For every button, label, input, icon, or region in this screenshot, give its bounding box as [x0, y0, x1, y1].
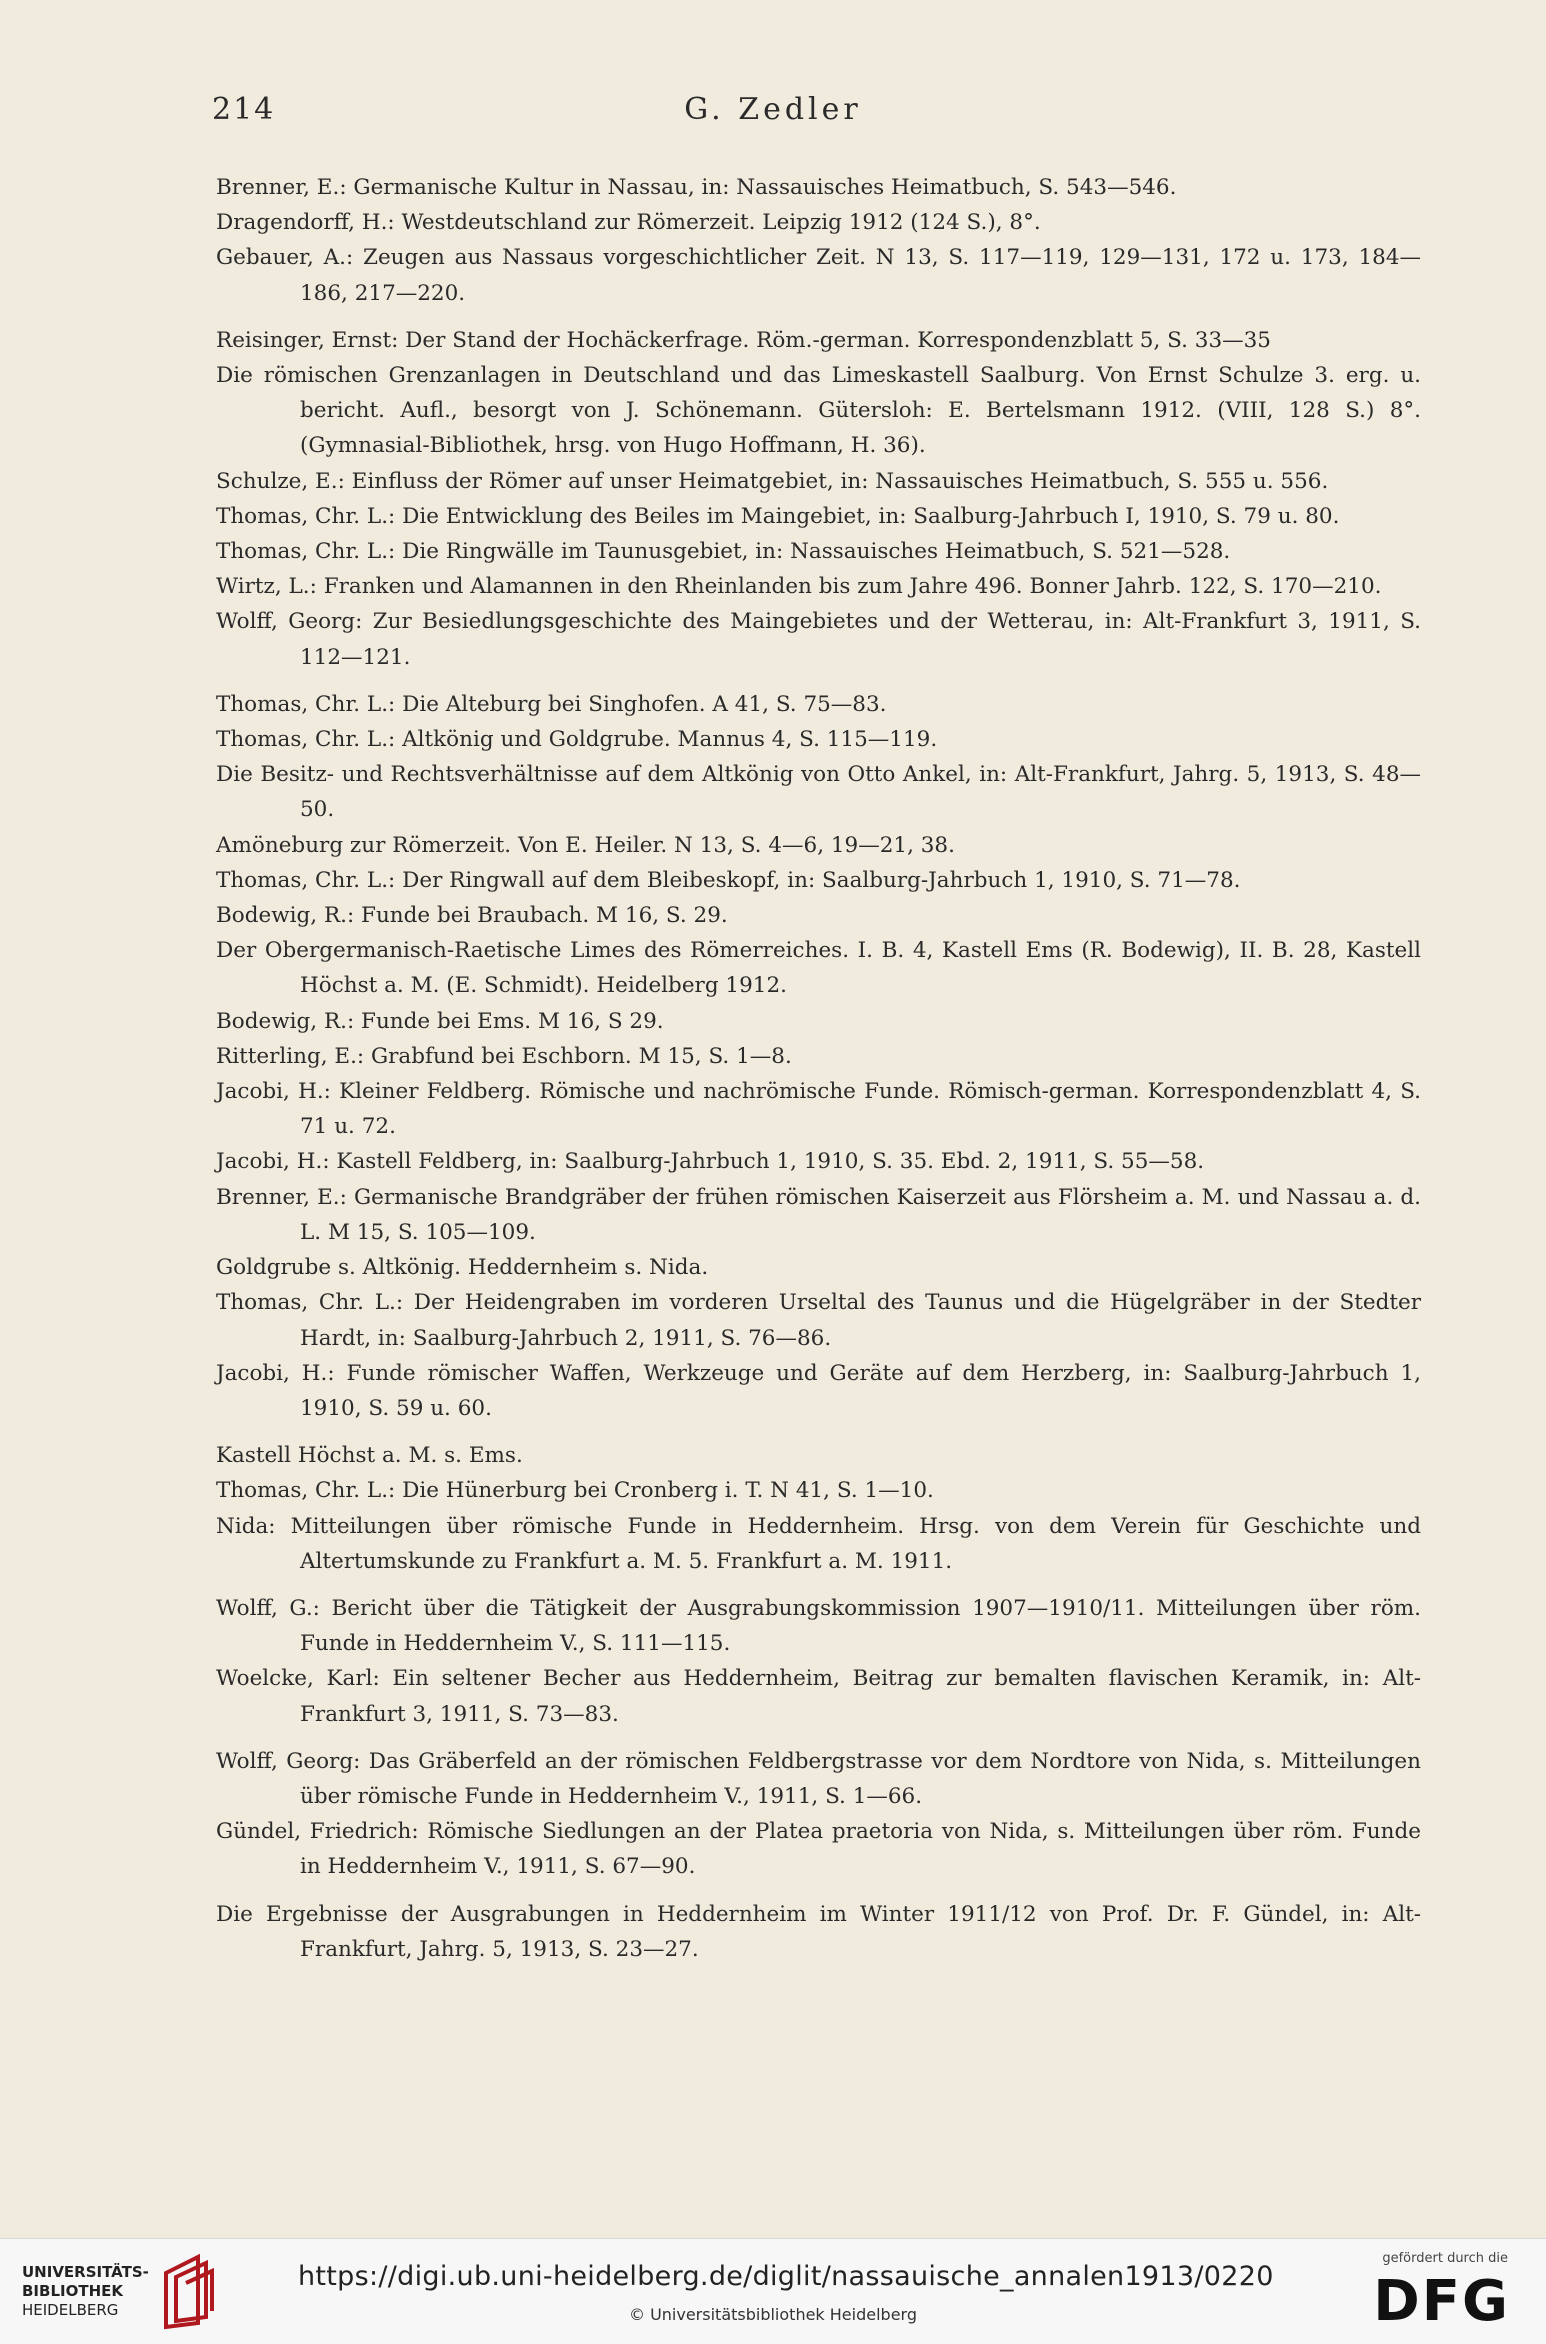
bibliography-entry: Kastell Höchst a. M. s. Ems.	[216, 1443, 523, 1469]
copyright-notice: © Universitätsbibliothek Heidelberg	[628, 2305, 917, 2324]
bibliography-entry: Jacobi, H.: Kastell Feldberg, in: Saalburg-Jahrbuch 1, 1910, S. 35. Ebd. 2, 1911, S. 55—58.	[216, 1149, 1205, 1175]
bibliography-entry: Die römischen Grenzanlagen in Deutschland und das Limeskastell Saalburg. Von Ernst Schulze 3. erg. u. bericht. Aufl., besorgt von J. Schönemann. Gütersloh: E. Bertelsmann 1912. (VIII, 128 S.) 8°. (Gymnasial-Bibliothek, hrsg. von Hugo Hoffmann, H. 36).	[216, 363, 1421, 459]
dfg-funding-label: gefördert durch die	[1382, 2251, 1508, 2266]
dfg-logo: DFG	[1373, 2269, 1510, 2334]
bibliography-entry: Thomas, Chr. L.: Der Ringwall auf dem Bleibeskopf, in: Saalburg-Jahrbuch 1, 1910, S. 71—78.	[216, 867, 1241, 893]
bibliography-entry: Nida: Mitteilungen über römische Funde in Heddernheim. Hrsg. von dem Verein für Geschichte und Altertumskunde zu Frankfurt a. M. 5. Frankfurt a. M. 1911.	[216, 1513, 1421, 1574]
bibliography-entry: Jacobi, H.: Kleiner Feldberg. Römische und nachrömische Funde. Römisch-german. Korrespondenzblatt 4, S. 71 u. 72.	[216, 1079, 1421, 1140]
bibliography-entry: Reisinger, Ernst: Der Stand der Hochäckerfrage. Röm.-german. Korrespondenzblatt 5, S. 33—35	[216, 327, 1271, 353]
page-number: 214	[212, 92, 276, 127]
library-line-2: BIBLIOTHEK	[22, 2282, 123, 2300]
library-line-3: HEIDELBERG	[22, 2301, 119, 2319]
page-header	[0, 92, 1546, 132]
library-line-1: UNIVERSITÄTS-	[22, 2263, 149, 2281]
bibliography-entry: Dragendorff, H.: Westdeutschland zur Römerzeit. Leipzig 1912 (124 S.), 8°.	[216, 210, 1041, 236]
bibliography-entry: Der Obergermanisch-Raetische Limes des Römerreiches. I. B. 4, Kastell Ems (R. Bodewig), II. B. 28, Kastell Höchst a. M. (E. Schmidt). Heidelberg 1912.	[216, 938, 1421, 999]
bibliography-entry: Bodewig, R.: Funde bei Braubach. M 16, S. 29.	[216, 903, 728, 929]
bibliography-entry: Wolff, Georg: Das Gräberfeld an der römischen Feldbergstrasse vor dem Nordtore von Nida, s. Mitteilungen über römische Funde in Heddernheim V., 1911, S. 1—66.	[216, 1748, 1421, 1809]
bibliography-entry: Wolff, G.: Bericht über die Tätigkeit der Ausgrabungskommission 1907—1910/11. Mitteilungen über röm. Funde in Heddernheim V., S. 111—115.	[216, 1595, 1421, 1657]
bibliography-list	[216, 170, 1421, 1967]
bibliography-entry: Brenner, E.: Germanische Brandgräber der frühen römischen Kaiserzeit aus Flörsheim a. M. und Nassau a. d. L. M 15, S. 105—109.	[216, 1184, 1421, 1245]
bibliography-entry: Ritterling, E.: Grabfund bei Eschborn. M 15, S. 1—8.	[216, 1043, 792, 1069]
bibliography-entry: Thomas, Chr. L.: Die Entwicklung des Beiles im Maingebiet, in: Saalburg-Jahrbuch I, 1910, S. 79 u. 80.	[216, 503, 1340, 529]
bibliography-entry: Thomas, Chr. L.: Die Alteburg bei Singhofen. A 41, S. 75—83.	[216, 691, 887, 717]
bibliography-entry: Woelcke, Karl: Ein seltener Becher aus Heddernheim, Beitrag zur bemalten flavischen Keramik, in: Alt-Frankfurt 3, 1911, S. 73—83.	[216, 1666, 1421, 1727]
bibliography-entry: Wirtz, L.: Franken und Alamannen in den Rheinlanden bis zum Jahre 496. Bonner Jahrb. 122, S. 170—210.	[216, 574, 1382, 600]
bibliography-entry: Thomas, Chr. L.: Die Ringwälle im Taunusgebiet, in: Nassauisches Heimatbuch, S. 521—528.	[216, 539, 1231, 565]
bibliography-entry: Thomas, Chr. L.: Die Hünerburg bei Cronberg i. T. N 41, S. 1—10.	[216, 1478, 934, 1504]
bibliography-entry: Schulze, E.: Einfluss der Römer auf unser Heimatgebiet, in: Nassauisches Heimatbuch, S. 555 u. 556.	[216, 468, 1329, 494]
bibliography-entry: Die Besitz- und Rechtsverhältnisse auf dem Altkönig von Otto Ankel, in: Alt-Frankfurt, Jahrg. 5, 1913, S. 48—50.	[216, 762, 1421, 823]
bibliography-entry: Gebauer, A.: Zeugen aus Nassaus vorgeschichtlicher Zeit. N 13, S. 117—119, 129—131, 172 u. 173, 184—186, 217—220.	[216, 245, 1421, 306]
bibliography-entry: Goldgrube s. Altkönig. Heddernheim s. Nida.	[216, 1255, 709, 1281]
bibliography-entry: Thomas, Chr. L.: Altkönig und Goldgrube. Mannus 4, S. 115—119.	[216, 727, 938, 753]
running-head-author: G. Zedler	[684, 92, 862, 127]
bibliography-entry: Gündel, Friedrich: Römische Siedlungen an der Platea praetoria von Nida, s. Mitteilungen über röm. Funde in Heddernheim V., 1911, S. 67—90.	[216, 1819, 1421, 1880]
bibliography-entry: Thomas, Chr. L.: Der Heidengraben im vorderen Urseltal des Taunus und die Hügelgräber in der Stedter Hardt, in: Saalburg-Jahrbuch 2, 1911, S. 76—86.	[216, 1290, 1421, 1351]
bibliography-entry: Amöneburg zur Römerzeit. Von E. Heiler. N 13, S. 4—6, 19—21, 38.	[216, 832, 955, 858]
bibliography-entry: Wolff, Georg: Zur Besiedlungsgeschichte des Maingebietes und der Wetterau, in: Alt-Frankfurt 3, 1911, S. 112—121.	[216, 609, 1421, 670]
permalink-url[interactable]: https://digi.ub.uni-heidelberg.de/diglit/nassauische_annalen1913/0220	[298, 2261, 1274, 2292]
bibliography-entry: Die Ergebnisse der Ausgrabungen in Heddernheim im Winter 1911/12 von Prof. Dr. F. Gündel, in: Alt-Frankfurt, Jahrg. 5, 1913, S. 23—27.	[216, 1901, 1421, 1962]
bibliography-entry: Brenner, E.: Germanische Kultur in Nassau, in: Nassauisches Heimatbuch, S. 543—546.	[216, 175, 1177, 200]
bibliography-entry: Bodewig, R.: Funde bei Ems. M 16, S 29.	[216, 1008, 664, 1034]
bibliography-entry: Jacobi, H.: Funde römischer Waffen, Werkzeuge und Geräte auf dem Herzberg, in: Saalburg-Jahrbuch 1, 1910, S. 59 u. 60.	[216, 1360, 1421, 1421]
footer-bar	[0, 2238, 1546, 2344]
